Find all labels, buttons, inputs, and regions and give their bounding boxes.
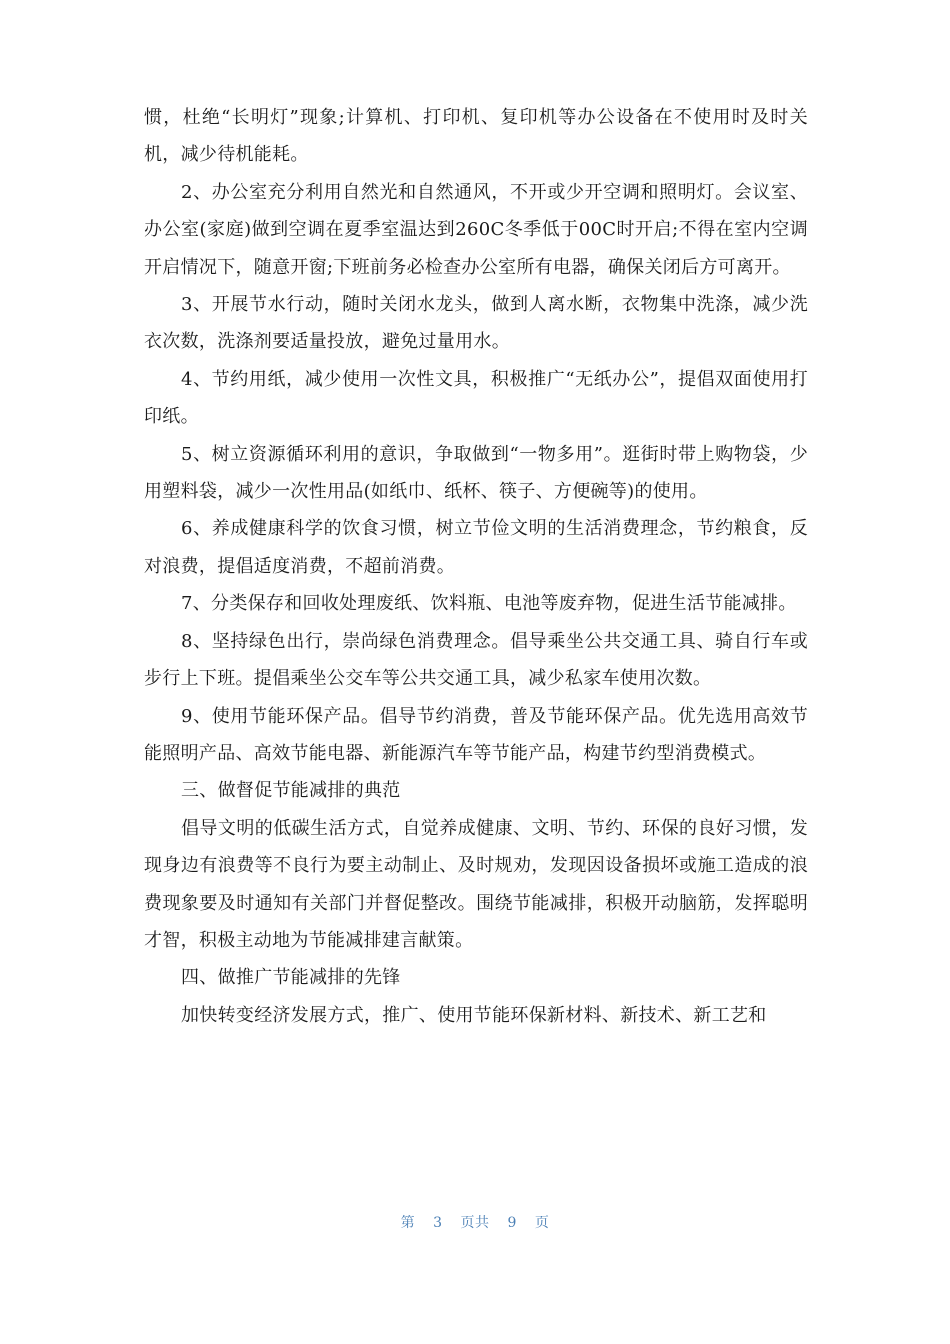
paragraph-item-9: 9、使用节能环保产品。倡导节约消费，普及节能环保产品。优先选用高效节能照明产品、高效节能电器、新能源汽车等节能产品，构建节约型消费模式。 bbox=[144, 705, 808, 764]
paragraph-item-5: 5、树立资源循环利用的意识，争取做到“一物多用”。逛街时带上购物袋，少用塑料袋，减少一次性用品(如纸巾、纸杯、筷子、方便碗等)的使用。 bbox=[144, 443, 808, 503]
footer-label-end: 页 bbox=[534, 1215, 550, 1231]
document-body bbox=[144, 99, 808, 1034]
paragraph-item-8: 8、坚持绿色出行，崇尚绿色消费理念。倡导乘坐公共交通工具、骑自行车或步行上下班。提倡乘坐公交车等公共交通工具，减少私家车使用次数。 bbox=[144, 630, 808, 690]
section-heading-3: 三、做督促节能减排的典范 bbox=[181, 780, 401, 802]
paragraph-section-3-body: 倡导文明的低碳生活方式，自觉养成健康、文明、节约、环保的良好习惯，发现身边有浪费等不良行为要主动制止、及时规劝，发现因设备损坏或施工造成的浪费现象要及时通知有关部门并督促整改。围绕节能减排，积极开动脑筋，发挥聪明才智，积极主动地为节能减排建言献策。 bbox=[144, 817, 808, 951]
paragraph-item-2: 2、办公室充分利用自然光和自然通风，不开或少开空调和照明灯。会议室、办公室(家庭)做到空调在夏季室温达到260C冬季低于00C时开启;不得在室内空调开启情况下，随意开窗;下班前务必检查办公室所有电器，确保关闭后方可离开。 bbox=[144, 181, 808, 278]
footer-label-of: 页共 bbox=[460, 1215, 490, 1231]
paragraph-item-3: 3、开展节水行动，随时关闭水龙头，做到人离水断，衣物集中洗涤，减少洗衣次数，洗涤剂要适量投放，避免过量用水。 bbox=[144, 294, 808, 353]
paragraph-item-4: 4、节约用纸，减少使用一次性文具，积极推广“无纸办公”，提倡双面使用打印纸。 bbox=[144, 368, 808, 428]
paragraph-item-7: 7、分类保存和回收处理废纸、饮料瓶、电池等废弃物，促进生活节能减排。 bbox=[181, 593, 797, 615]
paragraph-item-6: 6、养成健康科学的饮食习惯，树立节俭文明的生活消费理念，节约粮食，反对浪费，提倡适度消费，不超前消费。 bbox=[144, 518, 808, 577]
paragraph-section-4-body: 加快转变经济发展方式，推广、使用节能环保新材料、新技术、新工艺和 bbox=[181, 1004, 767, 1026]
page-footer bbox=[0, 1212, 950, 1232]
section-heading-4: 四、做推广节能减排的先锋 bbox=[181, 967, 401, 989]
footer-total-pages: 9 bbox=[507, 1215, 517, 1231]
paragraph-continuation: 惯，杜绝“长明灯”现象;计算机、打印机、复印机等办公设备在不使用时及时关机，减少待机能耗。 bbox=[144, 107, 808, 166]
footer-current-page: 3 bbox=[433, 1215, 443, 1231]
footer-label-page: 第 bbox=[400, 1215, 416, 1231]
